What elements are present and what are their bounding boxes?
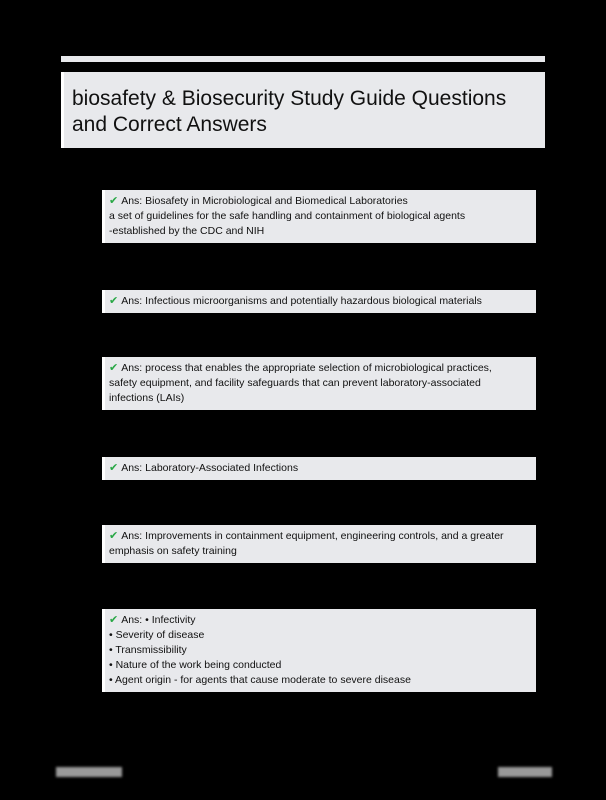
- checkmark-icon: ✔: [109, 195, 119, 207]
- checkmark-icon: ✔: [109, 462, 119, 474]
- answer-text: process that enables the appropriate selection of microbiological practices,: [145, 362, 492, 374]
- page-title: [72, 86, 537, 138]
- answer-text: Biosafety in Microbiological and Biomedical Laboratories: [145, 195, 408, 207]
- top-divider: [61, 56, 545, 62]
- answer-prefix: Ans:: [121, 614, 146, 626]
- answer-prefix: Ans:: [121, 530, 146, 542]
- answer-text: • Infectivity: [145, 614, 196, 626]
- answer-text: safety equipment, and facility safeguards that can prevent laboratory-associated: [109, 377, 481, 389]
- answer-text: • Severity of disease: [109, 629, 205, 641]
- answer-text: infections (LAIs): [109, 392, 185, 404]
- answer-text: Laboratory-Associated Infections: [145, 462, 299, 474]
- answer-text: -established by the CDC and NIH: [109, 225, 265, 237]
- answer-prefix: Ans:: [121, 195, 146, 207]
- answer-line: [109, 613, 530, 628]
- answer-prefix: Ans:: [121, 362, 146, 374]
- title-box: [61, 72, 545, 148]
- answer-line: [109, 529, 530, 544]
- answer-line: [109, 194, 530, 209]
- answer-box-6: [102, 609, 536, 692]
- footer-page-number: [498, 767, 552, 777]
- checkmark-icon: ✔: [109, 530, 119, 542]
- answer-text: a set of guidelines for the safe handling and containment of biological agents: [109, 210, 466, 222]
- answer-box-5: [102, 525, 536, 563]
- title-line-1: biosafety & Biosecurity Study Guide Questions: [72, 87, 507, 110]
- checkmark-icon: ✔: [109, 614, 119, 626]
- answer-box-1: [102, 190, 536, 243]
- answer-text: • Nature of the work being conducted: [109, 659, 282, 671]
- answer-box-4: [102, 457, 536, 480]
- answer-box-2: [102, 290, 536, 313]
- answer-line: [109, 461, 530, 476]
- footer-watermark-left: [56, 767, 122, 777]
- answer-prefix: Ans:: [121, 295, 146, 307]
- checkmark-icon: ✔: [109, 362, 119, 374]
- answer-line: [109, 294, 530, 309]
- answer-text: Infectious microorganisms and potentially hazardous biological materials: [145, 295, 482, 307]
- answer-prefix: Ans:: [121, 462, 146, 474]
- checkmark-icon: ✔: [109, 295, 119, 307]
- answer-text: • Transmissibility: [109, 644, 187, 656]
- answer-text: Improvements in containment equipment, engineering controls, and a greater: [145, 530, 504, 542]
- title-line-2: and Correct Answers: [72, 113, 267, 136]
- answer-line: [109, 361, 530, 376]
- answer-text: • Agent origin - for agents that cause moderate to severe disease: [109, 674, 411, 686]
- answer-text: emphasis on safety training: [109, 545, 237, 557]
- answer-box-3: [102, 357, 536, 410]
